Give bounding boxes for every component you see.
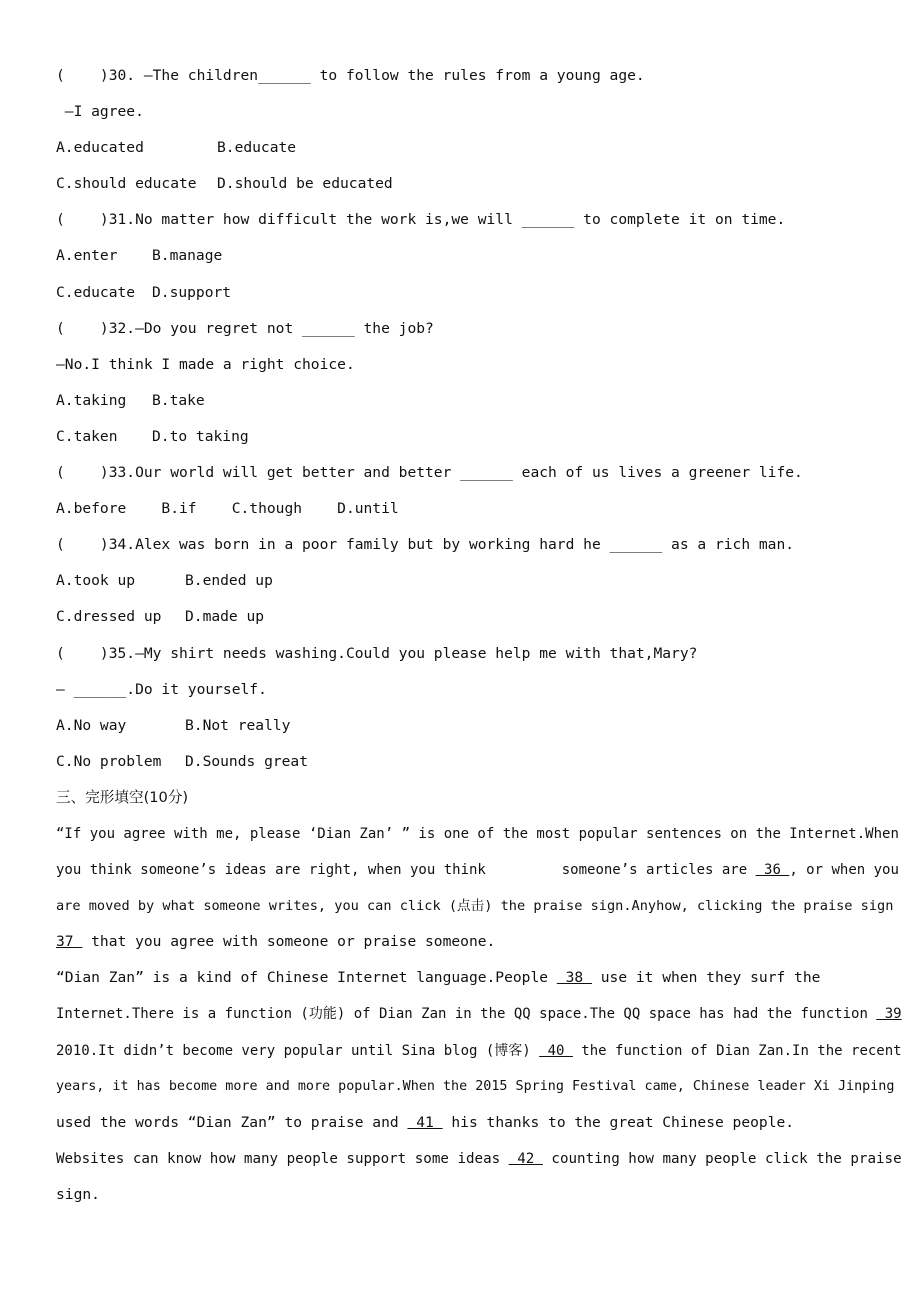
question-35-options-cd: [56, 744, 902, 780]
option-a: A.enter: [56, 247, 118, 265]
passage-text: , or when you: [789, 862, 899, 879]
question-32-stem: ( )32.—Do you regret not ______ the job?: [56, 319, 434, 337]
passage-line: are moved by what someone writes, you can click (点击) the praise sign.Anyhow, clicking the praise sign: [56, 898, 894, 915]
passage-text: the function of Dian Zan.In the recent: [572, 1042, 902, 1059]
question-30-options-cd: [56, 166, 902, 202]
passage-line: “If you agree with me, please ‘Dian Zan’ ” is one of the most popular sentences on the Internet.When: [56, 825, 899, 842]
passage-text: that you agree with someone or praise someone.: [82, 933, 496, 951]
question-34-stem: ( )34.Alex was born in a poor family but by working hard he ______ as a rich man.: [56, 536, 795, 554]
question-30-options-ab: [56, 130, 902, 166]
question-30-reply: —I agree.: [56, 103, 144, 121]
passage-line: [56, 960, 902, 996]
passage-line: [56, 1033, 902, 1069]
option-b: B.educate: [217, 139, 297, 157]
question-33-options: A.before B.if C.though D.until: [56, 500, 399, 518]
blank-41: 41: [407, 1113, 443, 1131]
passage-text: Websites can know how many people support some ideas: [56, 1150, 509, 1167]
passage-line: sign.: [56, 1185, 100, 1203]
passage-line: [56, 852, 902, 888]
blank-38: 38: [556, 969, 592, 987]
option-c: C.dressed up: [56, 608, 162, 626]
passage-text: “Dian Zan” is a kind of Chinese Internet language.People: [56, 969, 557, 987]
question-34-options-ab: [56, 563, 902, 599]
option-a: A.educated: [56, 139, 144, 157]
option-b: B.manage: [152, 247, 223, 265]
passage-text: used the words “Dian Zan” to praise and: [56, 1113, 408, 1131]
passage-text: 2010.It didn’t become very popular until Sina blog (博客): [56, 1042, 540, 1059]
option-a: A.taking: [56, 391, 127, 409]
passage-line: [56, 1141, 902, 1177]
option-b: B.take: [152, 391, 205, 409]
option-d: D.support: [152, 283, 232, 301]
passage-line: years, it has become more and more popular.When the 2015 Spring Festival came, Chinese leader Xi Jinping: [56, 1078, 895, 1094]
blank-36: 36: [755, 862, 790, 879]
option-a: A.No way: [56, 716, 127, 734]
section-heading: 三、完形填空(10分): [56, 788, 189, 806]
option-b: B.ended up: [185, 572, 273, 590]
question-32-options-ab: [56, 383, 902, 419]
option-c: C.should educate: [56, 175, 197, 193]
option-b: B.Not really: [185, 716, 291, 734]
question-35-reply: — ______.Do it yourself.: [56, 680, 267, 698]
question-35-stem: ( )35.—My shirt needs washing.Could you please help me with that,Mary?: [56, 644, 698, 662]
question-34-options-cd: [56, 599, 902, 635]
option-a: A.took up: [56, 572, 136, 590]
passage-text: counting how many people click the praise: [542, 1150, 902, 1167]
option-d: D.to taking: [152, 427, 249, 445]
passage-text: you think someone’s ideas are right, when you think someone’s articles are: [56, 862, 756, 879]
blank-40: 40: [539, 1042, 573, 1059]
passage-text: use it when they surf the: [591, 969, 821, 987]
question-30-stem: ( )30. —The children______ to follow the rules from a young age.: [56, 67, 645, 84]
option-c: C.No problem: [56, 752, 162, 770]
question-32-options-cd: [56, 419, 902, 455]
document-page: [56, 58, 902, 1213]
option-c: C.educate: [56, 283, 136, 301]
question-33-stem: ( )33.Our world will get better and better ______ each of us lives a greener life.: [56, 464, 803, 482]
passage-line: [56, 924, 902, 960]
option-d: D.should be educated: [217, 175, 393, 193]
passage-text: his thanks to the great Chinese people.: [442, 1113, 795, 1131]
option-d: D.Sounds great: [185, 752, 309, 770]
question-31-options-cd: [56, 275, 902, 311]
passage-line: [56, 996, 902, 1032]
passage-text: Internet.There is a function (功能) of Dian Zan in the QQ space.The QQ space has had the function: [56, 1006, 877, 1023]
question-31-stem: ( )31.No matter how difficult the work is,we will ______ to complete it on time.: [56, 211, 786, 229]
option-c: C.taken: [56, 427, 118, 445]
question-35-options-ab: [56, 708, 902, 744]
question-32-reply: —No.I think I made a right choice.: [56, 355, 355, 373]
passage-line: [56, 1105, 902, 1141]
blank-37: 37: [56, 933, 83, 951]
option-d: D.made up: [185, 608, 265, 626]
blank-39: 39: [876, 1006, 902, 1023]
question-31-options-ab: [56, 238, 902, 274]
blank-42: 42: [508, 1150, 543, 1167]
